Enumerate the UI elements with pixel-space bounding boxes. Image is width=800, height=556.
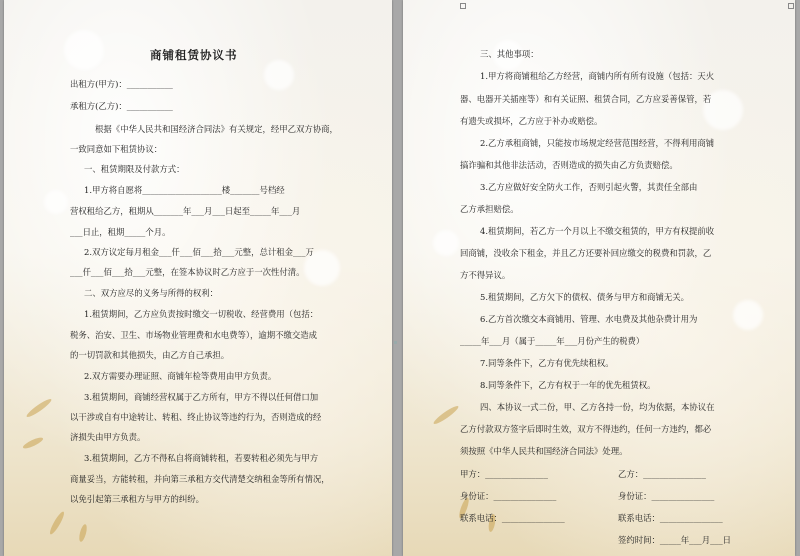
background-bokeh bbox=[264, 60, 294, 90]
signature-party-a: 甲方：_______________ bbox=[460, 469, 548, 479]
clause-line: 方不得异议。 bbox=[460, 270, 511, 280]
section-heading: 三、其他事项： bbox=[480, 49, 539, 59]
phone-party-a: 联系电话：_______________ bbox=[460, 513, 565, 523]
clause-line: 1.甲方将自愿将___________________楼_______号档经 bbox=[84, 185, 285, 195]
background-leaf bbox=[432, 404, 460, 426]
background-bokeh bbox=[733, 300, 763, 330]
clause-line: 四、本协议一式二份，甲、乙方各持一份，均为依据，本协议在 bbox=[480, 402, 715, 412]
document-page-right bbox=[403, 0, 795, 556]
phone-party-b: 联系电话：_______________ bbox=[618, 513, 723, 523]
text-boundary-marker bbox=[788, 3, 794, 9]
background-leaf bbox=[25, 397, 53, 419]
preamble-line: 一致同意如下租赁协议： bbox=[70, 144, 163, 154]
background-bokeh bbox=[64, 30, 104, 70]
clause-line: 搞诈骗和其他非法活动，否则造成的损失由乙方负责赔偿。 bbox=[460, 160, 678, 170]
clause-line: 须按照《中华人民共和国经济合同法》处理。 bbox=[460, 446, 628, 456]
lessor-line: 出租方(甲方)：___________ bbox=[70, 79, 173, 89]
signing-date: 签约时间：_____年___月___日 bbox=[618, 535, 732, 545]
background-leaf bbox=[78, 524, 88, 543]
clause-line: 税务、治安、卫生、市场物业管理费和水电费等），逾期不缴交造成 bbox=[70, 330, 318, 340]
clause-line: 器、电器开关插座等）和有关证照、租赁合同，乙方应妥善保管，若 bbox=[460, 94, 712, 104]
clause-line: 6.乙方首次缴交本商铺用、管理、水电费及其他杂费计用为 bbox=[480, 314, 698, 324]
clause-line: 1.甲方将商铺租给乙方经营，商铺内所有所有设施（包括：天火 bbox=[480, 71, 715, 81]
clause-line: 的一切罚款和其他损失，由乙方自己承担。 bbox=[70, 350, 230, 360]
preamble-line: 根据《中华人民共和国经济合同法》有关规定，经甲乙双方协商， bbox=[95, 124, 338, 134]
clause-line: ___仟___佰___拾___元整，在签本协议时乙方应于一次性付清。 bbox=[70, 267, 305, 277]
clause-line: 3.租赁期间，商铺经营权属于乙方所有，甲方不得以任何借口加 bbox=[84, 392, 319, 402]
clause-line: 以免引起第三承租方与甲方的纠纷。 bbox=[70, 494, 204, 504]
clause-line: 回商铺，没收余下租金，并且乙方还要补回应缴交的税费和罚款，乙 bbox=[460, 248, 712, 258]
clause-line: ___日止，租期_____个月。 bbox=[70, 227, 171, 237]
id-party-b: 身份证：_______________ bbox=[618, 491, 715, 501]
section-heading: 二、双方应尽的义务与所得的权利： bbox=[84, 288, 218, 298]
clause-line: 乙方承担赔偿。 bbox=[460, 204, 519, 214]
signature-party-b: 乙方：_______________ bbox=[618, 469, 706, 479]
clause-line: 3.乙方应做好安全防火工作，否则引起火警，其责任全部由 bbox=[480, 182, 698, 192]
id-party-a: 身份证：_______________ bbox=[460, 491, 557, 501]
background-leaf bbox=[48, 510, 66, 536]
clause-line: 8.同等条件下，乙方有权于一年的优先租赁权。 bbox=[480, 380, 656, 390]
clause-line: 7.同等条件下，乙方有优先续租权。 bbox=[480, 358, 614, 368]
clause-line: 5.租赁期间，乙方欠下的债权、债务与甲方和商铺无关。 bbox=[480, 292, 689, 302]
clause-line: 商量妥当，方能转租，并向第三承租方交代清楚交纳租金等所有情况， bbox=[70, 474, 330, 484]
lessee-line: 承租方(乙方)：___________ bbox=[70, 101, 173, 111]
document-title: 商铺租赁协议书 bbox=[150, 48, 238, 62]
clause-line: 乙方付款双方签字后即时生效，双方不得违约，任何一方违约，都必 bbox=[460, 424, 712, 434]
clause-line: 以干涉或自有中途转让、转租、终止协议等违约行为，否则造成的经 bbox=[70, 412, 322, 422]
page-break-marker bbox=[394, 341, 397, 344]
clause-line: 3.租赁期间，乙方不得私自将商铺转租，若要转租必须先与甲方 bbox=[84, 453, 319, 463]
clause-line: 有遗失或损坏，乙方应于补办或赔偿。 bbox=[460, 116, 603, 126]
document-page-left bbox=[4, 0, 392, 556]
clause-line: 济损失由甲方负责。 bbox=[70, 432, 146, 442]
section-heading: 一、租赁期限及付款方式： bbox=[84, 164, 185, 174]
clause-line: 2.双方需要办理证照、商铺年检等费用由甲方负责。 bbox=[84, 371, 277, 381]
text-boundary-marker bbox=[460, 3, 466, 9]
clause-line: _____年___月（属于_____年___月份产生的税费） bbox=[460, 336, 645, 346]
clause-line: 2.乙方承租商铺，只能按市场规定经营范围经营，不得利用商铺 bbox=[480, 138, 715, 148]
clause-line: 4.租赁期间，若乙方一个月以上不缴交租赁的，甲方有权提前收 bbox=[480, 226, 715, 236]
background-bokeh bbox=[433, 230, 459, 256]
clause-line: 2.双方议定每月租金___仟___佰___拾___元整，总计租金___万 bbox=[84, 247, 314, 257]
clause-line: 1.租赁期间，乙方应负责按时缴交一切税收、经营费用（包括： bbox=[84, 309, 319, 319]
background-leaf bbox=[22, 436, 44, 451]
clause-line: 营权租给乙方，租期从_______年___月___日起至_____年___月 bbox=[70, 206, 301, 216]
background-bokeh bbox=[44, 190, 68, 214]
